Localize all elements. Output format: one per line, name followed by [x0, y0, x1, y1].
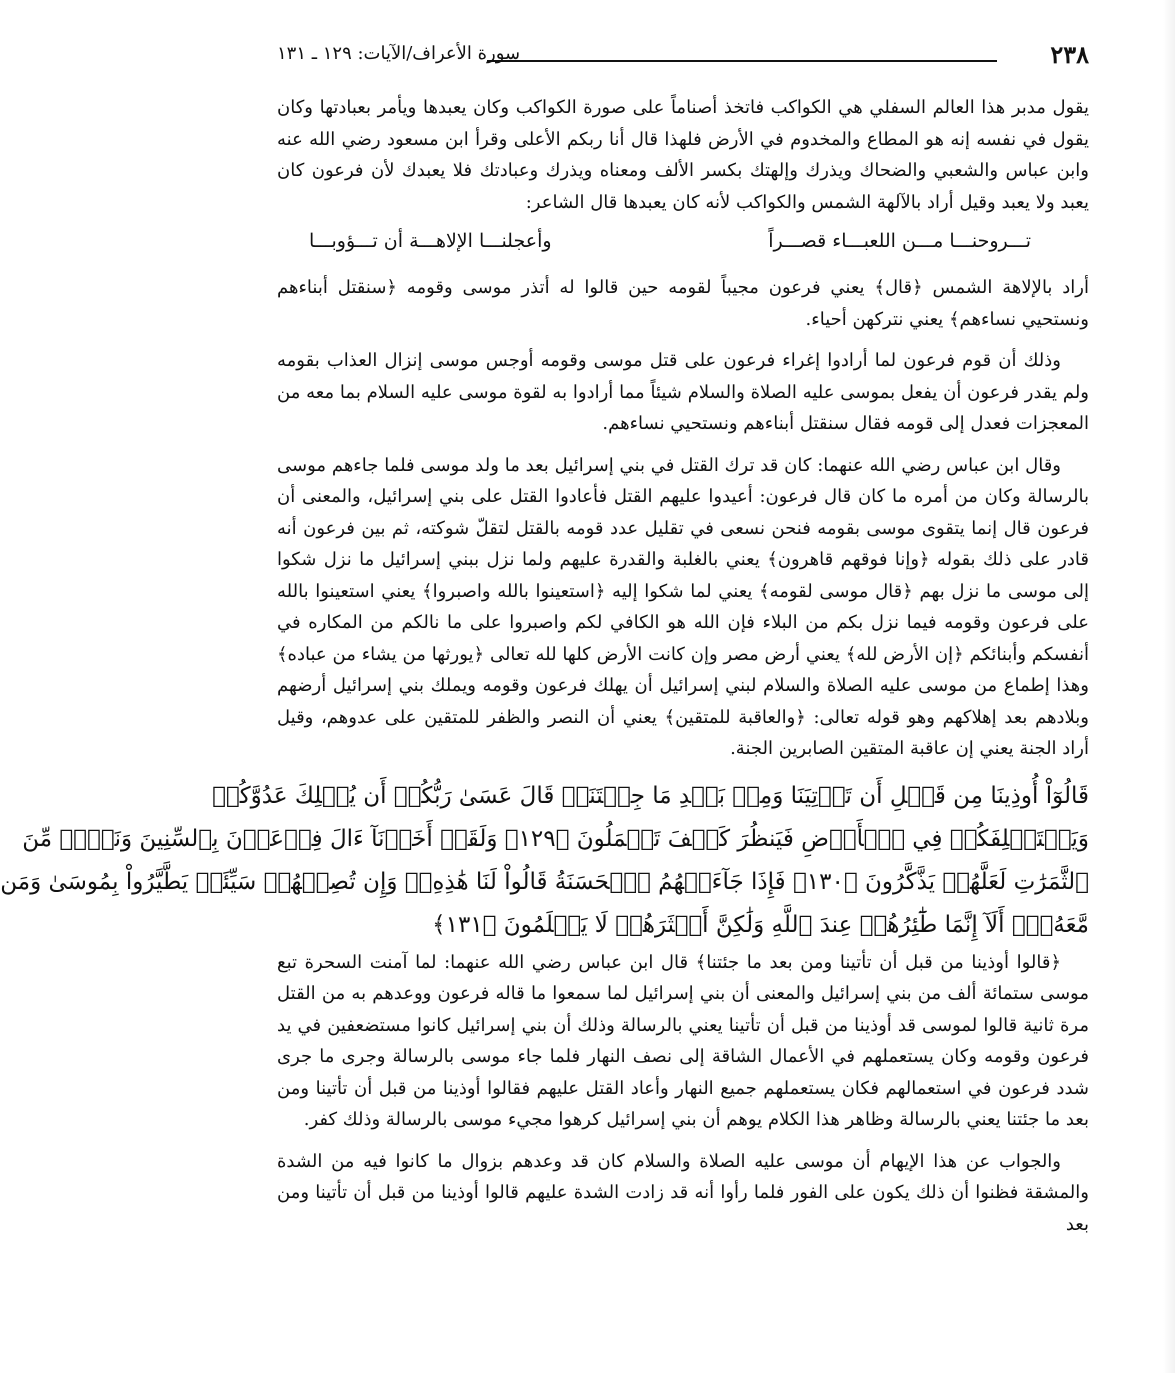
- paragraph-3: وذلك أن قوم فرعون لما أرادوا إغراء فرعون على قتل موسى وقومه أوجس موسى إنزال العذاب بقومه ولم يقدر فرعون أن يفعل بموسى عليه الصلاة والسلام شيئاً مما أرادوا به لقوة موسى عليه السلام بما معه من المعجزات فعدل إلى قومه فقال سنقتل أبناءهم ونستحيي نساءهم.: [277, 350, 1089, 434]
- quran-line-1: قَالُوٓاْ أُوذِينَا مِن قَبۡلِ أَن تَأۡتِيَنَا وَمِنۢ بَعۡدِ مَا جِئۡتَنَاۚ قَالَ عَسَىٰ رَبُّكُمۡ أَن يُهۡلِكَ عَدُوَّكُمۡ: [212, 782, 1089, 809]
- poetry-verse: [309, 226, 1031, 256]
- page-edge-shadow: [1163, 0, 1175, 1373]
- header-rule: [487, 60, 997, 62]
- running-head: سورة الأعراف/الآيات: ١٢٩ ـ ١٣١: [277, 43, 521, 64]
- page-number: ٢٣٨: [1050, 40, 1089, 69]
- paragraph-6: والجواب عن هذا الإيهام أن موسى عليه الصلاة والسلام كان قد وعدهم بزوال ما كانوا فيه من الشدة والمشقة فظنوا أن ذلك يكون على الفور فلما رأوا أنه قد زادت الشدة عليهم قالوا أوذينا من قبل أن تأتينا ومن بعد: [277, 1150, 1089, 1235]
- paragraph-1: يقول مدبر هذا العالم السفلي هي الكواكب فاتخذ أصناماً على صورة الكواكب وكان يعبدها ويأمر بعبادتها وكان يقول في نفسه إنه هو المطاع والمخدوم في الأرض فلهذا قال أنا ربكم الأعلى وقرأ ابن مسعود رضي الله عنه وابن عباس والشعبي والضحاك ويذرك وإلهتك بكسر الألف ومعناه ويذرك وعبادتك فلا يعبدك لأن فرعون كان يعبد ولا يعبد وقيل أراد بالآلهة الشمس والكواكب لأنه كان يعبدها قال الشاعر:: [277, 97, 1089, 213]
- paragraph-4: وقال ابن عباس رضي الله عنهما: كان قد ترك القتل في بني إسرائيل بعد ما ولد موسى فلما جاءهم موسى بالرسالة وكان من أمره ما كان قال فرعون: أعيدوا عليهم القتل فأعادوا القتل على بني إسرائيل، والمعنى أن فرعون قال إنما يتقوى موسى بقومه فنحن نسعى في تقليل عدد قومه بالقتل لتقلّ شوكته، ثم بين فرعون أنه قادر على ذلك بقوله ﴿وإنا فوقهم قاهرون﴾ يعني بالغلبة والقدرة عليهم ولما نزل ببني إسرائيل ما نزل شكوا إلى موسى ما نزل بهم ﴿قال موسى لقومه﴾ يعني لما شكوا إليه ﴿استعينوا بالله واصبروا﴾ يعني استعينوا بالله على فرعون وقومه فيما نزل بكم من البلاء فإن الله هو الكافي لكم واصبروا على ما نالكم من المكاره في أنفسكم وأبنائكم ﴿إن الأرض لله﴾ يعني أرض مصر وإن كانت الأرض كلها لله تعالى ﴿يورثها من يشاء من عباده﴾ وهذا إطماع من موسى عليه الصلاة والسلام لبني إسرائيل أن يهلك فرعون وقومه ويملك بني إسرائيل أرضهم وبلادهم بعد إهلاكهم وهو قوله تعالى: ﴿والعاقبة للمتقين﴾ يعني أن النصر والظفر للمتقين على عدوهم، وقيل أراد الجنة يعني إن عاقبة المتقين الصابرين الجنة.: [277, 454, 1090, 759]
- paragraph-5: ﴿قالوا أوذينا من قبل أن تأتينا ومن بعد ما جئتنا﴾ قال ابن عباس رضي الله عنهما: لما آمنت السحرة تبع موسى ستمائة ألف من بني إسرائيل والمعنى أن بني إسرائيل لما سمعوا ما قاله فرعون ووعدهم به من القتل مرة ثانية قالوا لموسى قد أوذينا من قبل أن تأتينا يعني بالرسالة وذلك أن بني إسرائيل كانوا مستضعفين في يد فرعون وقومه وكان يستعملهم في الأعمال الشاقة إلى نصف النهار فلما جاء موسى بالرسالة وجرى ما جرى شدد فرعون في استعمالهم فكان يستعملهم جميع النهار وأعاد القتل عليهم فقالوا أوذينا من قبل أن تأتينا ومن بعد ما جئتنا يعني بالرسالة وظاهر هذا الكلام يوهم أن بني إسرائيل كرهوا مجيء موسى بالرسالة وذلك كفر.: [277, 951, 1089, 1130]
- verse-first-hemistich: تـــروحنـــا مـــن اللعبـــاء قصـــراً: [768, 230, 1031, 252]
- main-text: [0, 92, 1090, 1292]
- quran-line-4: مَّعَهُۥٓۗ أَلَآ إِنَّمَا طَٰٓئِرُهُمۡ عِندَ ٱللَّهِ وَلَٰكِنَّ أَكۡثَرَهُمۡ لَا يَعۡلَمُونَ ﴿١٣١﴾: [432, 911, 1089, 938]
- paragraph-2: أراد بالإلاهة الشمس ﴿قال﴾ يعني فرعون مجيباً لقومه حين قالوا له أتذر موسى وقومه ﴿سنقتل أبناءهم ونستحيي نساءهم﴾ يعني نتركهن أحياء.: [277, 277, 1089, 330]
- quran-line-3: ٱلثَّمَرَٰتِ لَعَلَّهُمۡ يَذَّكَّرُونَ ﴿١٣٠﴾ فَإِذَا جَآءَتۡهُمُ ٱلۡحَسَنَةُ قَالُواْ لَنَا هَٰذِهِۦۖ وَإِن تُصِبۡهُمۡ سَيِّئَةٞ يَطَّيَّرُواْ بِمُوسَىٰ وَمَن: [0, 868, 1089, 895]
- quran-verses: [0, 775, 1089, 947]
- verse-second-hemistich: وأعجلنـــا الإلاهـــة أن تـــؤوبـــا: [309, 230, 552, 252]
- page-header: [277, 38, 1089, 78]
- quran-line-2: وَيَسۡتَخۡلِفَكُمۡ فِي ٱلۡأَرۡضِ فَيَنظُرَ كَيۡفَ تَعۡمَلُونَ ﴿١٢٩﴾ وَلَقَدۡ أَخَذۡنَآ ءَالَ فِرۡعَوۡنَ بِٱلسِّنِينَ وَنَقۡصٖ مِّنَ: [22, 825, 1089, 852]
